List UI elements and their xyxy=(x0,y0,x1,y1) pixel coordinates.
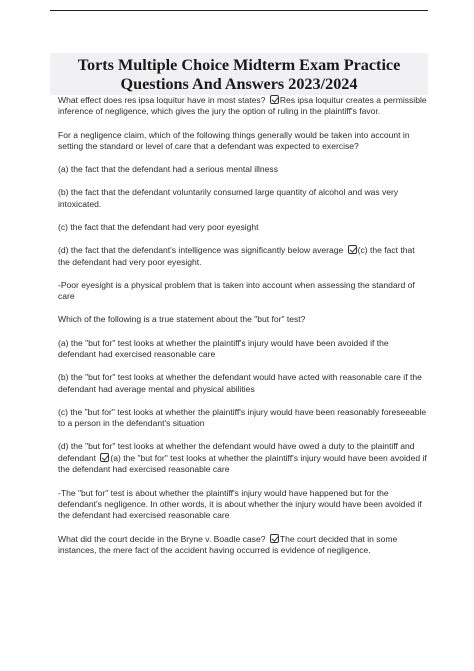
option-c: (c) the "but for" test looks at whether the plaintiff's injury would have been reasonably foreseeable to a person in the defendant's situation xyxy=(58,406,427,429)
title-line-1: Torts Multiple Choice Midterm Exam Practice xyxy=(77,56,401,74)
option-d: (d) the "but for" test looks at whether the defendant would have owed a duty to the plaintiff and defendant xyxy=(58,441,415,463)
question-3: Which of the following is a true statement about the "but for" test? xyxy=(58,314,306,325)
answer-text: (a) the "but for" test looks at whether the plaintiff's injury would have been avoided if the defendant had exercised reasonable care xyxy=(58,452,427,475)
title-line-2: Questions And Answers 2023/2024 xyxy=(120,74,358,93)
answer-text: (c) the fact that the defendant had very poor eyesight. xyxy=(58,245,415,267)
option-d-with-answer xyxy=(58,441,428,475)
option-b: (b) the fact that the defendant voluntarily consumed large quantity of alcohol and was very intoxicated. xyxy=(58,187,399,209)
option-a: (a) the fact that the defendant had a serious mental illness xyxy=(58,164,278,175)
question-4 xyxy=(58,534,428,557)
top-rule xyxy=(50,10,428,11)
question-text: What effect does res ipsa loquitur have in most states? xyxy=(58,95,266,105)
document-body xyxy=(58,95,428,568)
answer-text: The court decided that in some instances, the mere fact of the accident having occurred is evidence of negligence. xyxy=(58,533,398,555)
explanation: -Poor eyesight is a physical problem that is taken into account when assessing the standard of care xyxy=(58,279,415,302)
document-title xyxy=(50,56,428,93)
option-b: (b) the "but for" test looks at whether the defendant would have acted with reasonable care if the defendant had average mental and physical abilities xyxy=(58,372,422,394)
question-1 xyxy=(58,95,428,118)
explanation: -The "but for" test is about whether the plaintiff's injury would have happened but for the defendant's negligence. In other words, it is about whether the injury would have been avoided if the defendant had exercised reasonable care xyxy=(58,487,422,521)
check-square-icon xyxy=(348,245,357,254)
answer-text: Res ipsa loquitur creates a permissible inference of negligence, which gives the jury the option of ruling in the plaintiff's favor. xyxy=(58,95,427,117)
check-square-icon xyxy=(270,534,279,543)
check-square-icon xyxy=(100,453,109,462)
option-c: (c) the fact that the defendant had very poor eyesight xyxy=(58,222,259,233)
question-text: What did the court decide in the Bryne v. Boadle case? xyxy=(58,533,266,544)
option-a: (a) the "but for" test looks at whether the plaintiff's injury would have been avoided if the defendant had exercised reasonable care xyxy=(58,337,389,360)
check-square-icon xyxy=(270,95,279,104)
option-d-with-answer xyxy=(58,245,428,268)
option-d: (d) the fact that the defendant's intelligence was significantly below average xyxy=(58,245,344,256)
question-2: For a negligence claim, which of the following things generally would be taken into account in setting the standard or level of care that a defendant was expected to exercise? xyxy=(58,129,410,152)
